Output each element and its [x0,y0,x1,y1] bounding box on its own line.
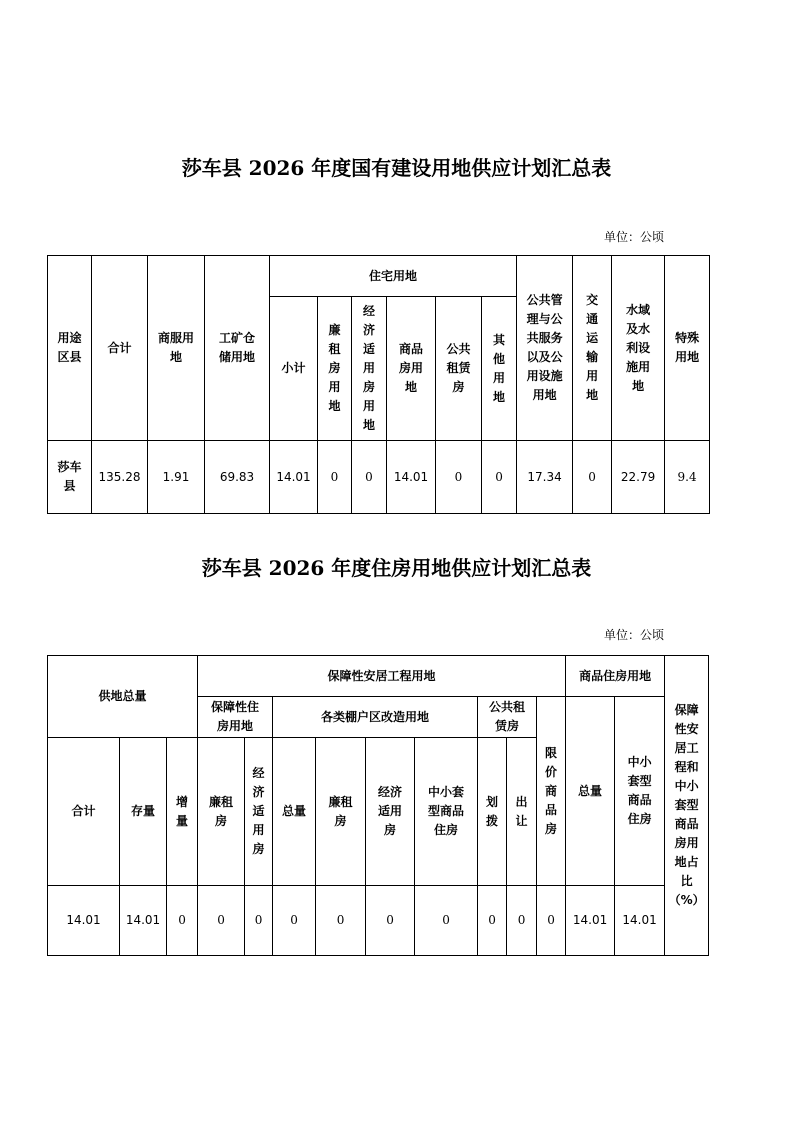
header-district: 用途 区县 [48,256,92,441]
cell-commodity-small: 14.01 [615,886,665,956]
cell-allocated: 0 [478,886,507,956]
cell-low-rent: 0 [198,886,245,956]
header-increment: 增 量 [167,738,198,886]
land-supply-table [47,255,710,514]
header-ratio: 保障 性安 居工 程和 中小 套型 商品 房用 地占 比 （%） [665,656,709,956]
cell-affordable: 0 [352,441,387,514]
header-stock: 存量 [120,738,167,886]
cell-shanty-total: 0 [273,886,316,956]
cell-price-limited: 0 [537,886,566,956]
header-commodity-small: 中小 套型 商品 住房 [615,697,665,886]
cell-public-admin: 17.34 [517,441,573,514]
header-total: 合计 [48,738,120,886]
table1-title: 莎车县 2026 年度国有建设用地供应计划汇总表 [181,156,612,180]
cell-water: 22.79 [612,441,665,514]
header-subtotal: 小计 [270,297,318,441]
header-shanty-low-rent: 廉租 房 [316,738,366,886]
cell-transport: 0 [573,441,612,514]
header-shanty-total: 总量 [273,738,316,886]
cell-total: 14.01 [48,886,120,956]
table1-unit: 单位：公顷 [604,230,665,244]
header-water: 水域 及水 利设 施用 地 [612,256,665,441]
header-transferred: 出 让 [507,738,537,886]
cell-district: 莎车 县 [48,441,92,514]
cell-other: 0 [482,441,517,514]
header-commodity-total: 总量 [566,697,615,886]
cell-transferred: 0 [507,886,537,956]
cell-commodity-total: 14.01 [566,886,615,956]
header-other: 其 他 用 地 [482,297,517,441]
table2-unit: 单位：公顷 [604,628,665,642]
header-allocated: 划 拨 [478,738,507,886]
cell-commercial: 1.91 [148,441,205,514]
cell-shanty-affordable: 0 [366,886,415,956]
cell-industrial: 69.83 [205,441,270,514]
cell-shanty-small: 0 [415,886,478,956]
table2-title: 莎车县 2026 年度住房用地供应计划汇总表 [201,556,592,580]
header-public-rental: 公共 租赁 房 [436,297,482,441]
header-price-limited: 限 价 商 品 房 [537,697,566,886]
header-shanty-affordable: 经济 适用 房 [366,738,415,886]
header-commodity-housing: 商品住房用地 [566,656,665,697]
header-supply-total: 供地总量 [48,656,198,738]
header-affordable: 经 济 适 用 房 用 地 [352,297,387,441]
cell-public-rental: 0 [436,441,482,514]
header-public-admin: 公共管 理与公 共服务 以及公 用设施 用地 [517,256,573,441]
header-commercial: 商服用 地 [148,256,205,441]
header-transport: 交 通 运 输 用 地 [573,256,612,441]
cell-subtotal: 14.01 [270,441,318,514]
housing-supply-table [47,655,709,956]
header-commodity: 商品 房用 地 [387,297,436,441]
header-special: 特殊 用地 [665,256,710,441]
cell-low-rent: 0 [318,441,352,514]
header-low-rent: 廉 租 房 用 地 [318,297,352,441]
cell-special: 9.4 [665,441,710,514]
header-shantytown: 各类棚户区改造用地 [273,697,478,738]
header-public-rental: 公共租 赁房 [478,697,537,738]
cell-shanty-low-rent: 0 [316,886,366,956]
header-security: 保障性安居工程用地 [198,656,566,697]
cell-affordable: 0 [245,886,273,956]
header-residential: 住宅用地 [270,256,517,297]
header-shanty-small: 中小套 型商品 住房 [415,738,478,886]
header-affordable: 经 济 适 用 房 [245,738,273,886]
header-total: 合计 [92,256,148,441]
cell-increment: 0 [167,886,198,956]
cell-total: 135.28 [92,441,148,514]
header-security-housing: 保障性住 房用地 [198,697,273,738]
cell-commodity: 14.01 [387,441,436,514]
cell-stock: 14.01 [120,886,167,956]
table-row [48,886,709,956]
header-low-rent: 廉租 房 [198,738,245,886]
table-row [48,441,710,514]
header-industrial: 工矿仓 储用地 [205,256,270,441]
